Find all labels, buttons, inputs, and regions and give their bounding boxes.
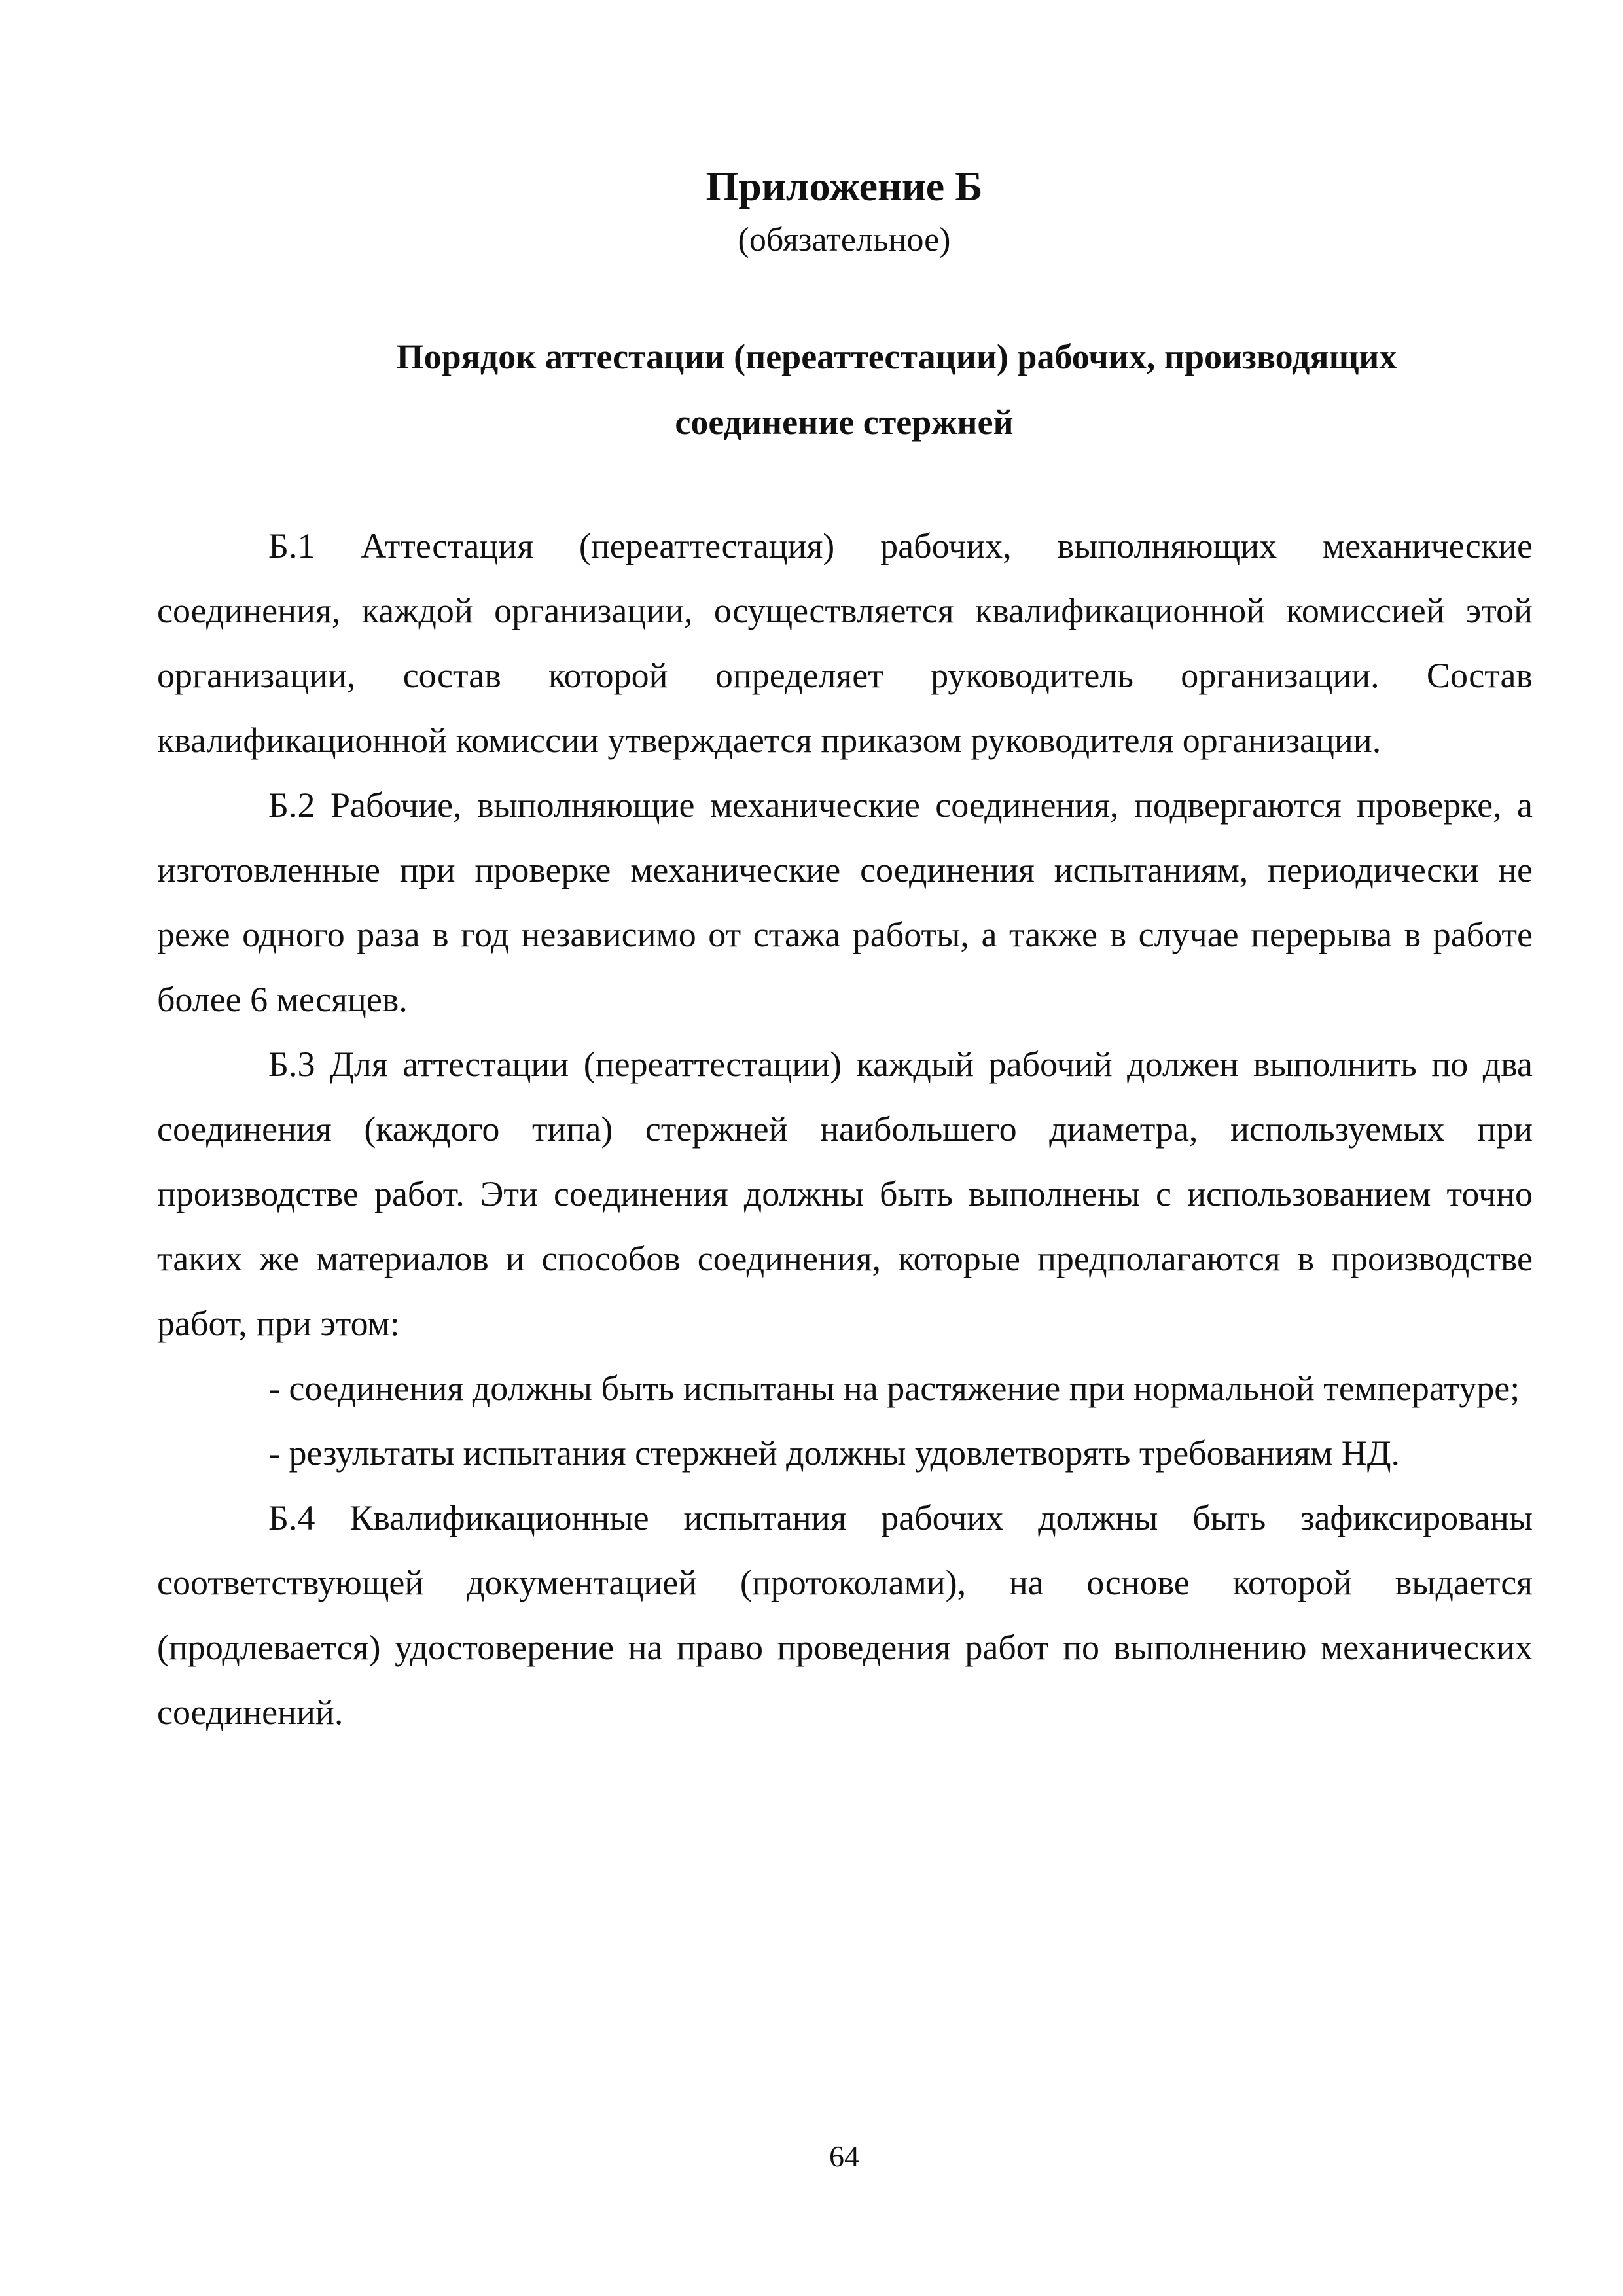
page-number: 64 <box>829 2140 859 2173</box>
paragraph-b3: Б.3 Для аттестации (переаттестации) каждый рабочий должен выполнить по два соединения (каждого типа) стержней наибольшего диаметра, используемых при производстве работ. Эти соединения должны быть выполнены с использованием точно таких же материалов и способов соединения, которые предполагаются в производстве работ, при этом: <box>157 1045 1533 1343</box>
paragraph-b4: Б.4 Квалификационные испытания рабочих должны быть зафиксированы соответствующей документацией (протоколами), на основе которой выдается (продлевается) удостоверение на право проведения работ по выполнению механических соединений. <box>157 1498 1533 1732</box>
section-heading <box>157 324 1531 455</box>
body-text <box>157 514 1533 1745</box>
list-item-tension-test: - соединения должны быть испытаны на растяжение при нормальной температуре; <box>268 1369 1520 1408</box>
section-heading-line-1: Порядок аттестации (переаттестации) рабочих, производящих <box>396 337 1397 376</box>
paragraph-b1: Б.1 Аттестация (переаттестация) рабочих, выполняющих механические соединения, каждой организации, осуществляется квалификационной комиссией этой организации, состав которой определяет руководитель организации. Состав квалификационной комиссии утверждается приказом руководителя организации. <box>157 526 1533 760</box>
list-item-test-results: - результаты испытания стержней должны удовлетворять требованиям НД. <box>268 1433 1400 1473</box>
section-heading-line-2: соединение стержней <box>675 403 1014 442</box>
paragraph-b2: Б.2 Рабочие, выполняющие механические соединения, подвергаются проверке, а изготовленные при проверке механические соединения испытаниям, периодически не реже одного раза в год независимо от стажа работы, а также в случае перерыва в работе более 6 месяцев. <box>157 785 1533 1019</box>
appendix-status: (обязательное) <box>738 221 951 259</box>
appendix-title: Приложение Б <box>705 163 983 209</box>
